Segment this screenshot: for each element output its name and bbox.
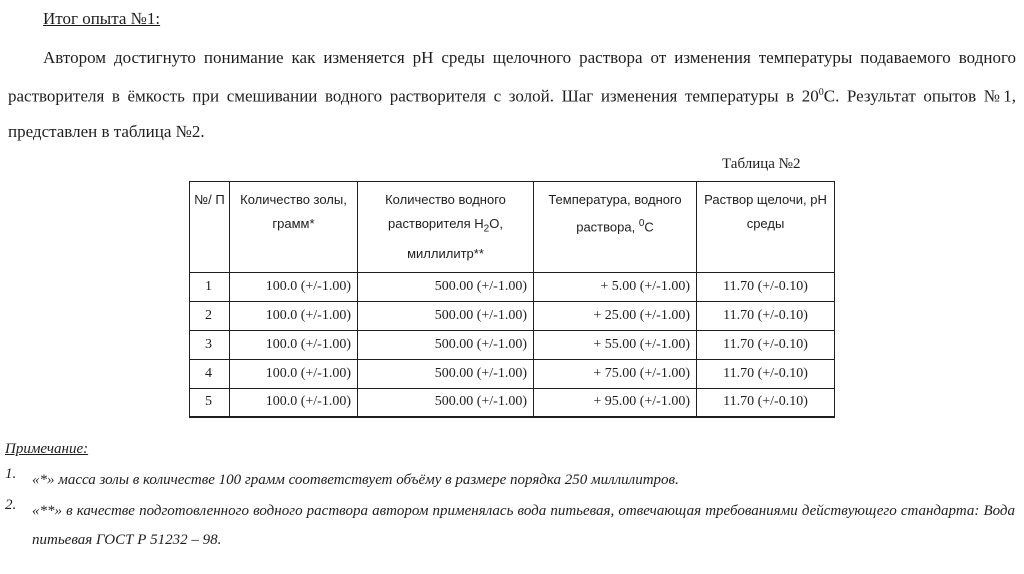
cell-ash: 100.0 (+/-1.00) [230,330,358,359]
section-heading: Итог опыта №1: [43,9,161,28]
intro-paragraph [8,40,1016,149]
cell-ph: 11.70 (+/-0.10) [697,330,835,359]
table-row [190,359,835,388]
table-header-row [190,182,835,273]
header-temperature-unit: С [644,219,654,235]
note-text: «*» масса золы в количестве 100 грамм соответствует объёму в размере порядка 250 миллилитров. [32,472,679,488]
cell-temperature: + 55.00 (+/-1.00) [534,330,697,359]
notes-title: Примечание: [5,441,89,457]
cell-number: 4 [190,359,230,388]
cell-ash: 100.0 (+/-1.00) [230,359,358,388]
table-row [190,301,835,330]
cell-water: 500.00 (+/-1.00) [358,272,534,301]
cell-ash: 100.0 (+/-1.00) [230,388,358,417]
cell-ash: 100.0 (+/-1.00) [230,272,358,301]
cell-ph: 11.70 (+/-0.10) [697,359,835,388]
header-temperature-sup: 0 [638,218,645,229]
cell-temperature: + 75.00 (+/-1.00) [534,359,697,388]
note-text: «**» в качестве подготовленного водного раствора автором применялась вода питьевая, отвечающая требованиями действующего стандарта: Вода питьевая ГОСТ Р 51232 – 98. [32,503,1015,548]
table-row [190,272,835,301]
header-ph: Раствор щелочи, pH среды [697,182,835,273]
header-temperature [534,182,697,273]
cell-number: 1 [190,272,230,301]
paragraph-text-start: Автором достигнуто понимание как изменяется pH среды щелочного раствора от изменения температуры подаваемого водного растворителя в ёмкость при смешивании водного растворителя с золой. Шаг изменения температуры в 20 [8,48,1016,106]
cell-number: 3 [190,330,230,359]
results-table [189,181,835,418]
cell-ph: 11.70 (+/-0.10) [697,388,835,417]
table-row [190,330,835,359]
note-item [5,497,1015,555]
header-ash-amount: Количество золы, грамм* [230,182,358,273]
cell-water: 500.00 (+/-1.00) [358,359,534,388]
header-temperature-text: Температура, водного раствора, [548,192,682,235]
cell-water: 500.00 (+/-1.00) [358,301,534,330]
cell-number: 5 [190,388,230,417]
paragraph-text-end: С. Результат опытов №1, представлен в таблица №2. [8,86,1016,141]
header-number: №/ П [190,182,230,273]
table-row [190,388,835,417]
cell-ash: 100.0 (+/-1.00) [230,301,358,330]
cell-temperature: + 5.00 (+/-1.00) [534,272,697,301]
cell-temperature: + 25.00 (+/-1.00) [534,301,697,330]
note-index: 1. [5,466,17,482]
degree-superscript: 0 [818,87,824,98]
cell-number: 2 [190,301,230,330]
header-water-subscript: 2 [483,223,490,235]
header-water-amount [358,182,534,273]
cell-temperature: + 95.00 (+/-1.00) [534,388,697,417]
table-caption: Таблица №2 [722,156,801,172]
note-index: 2. [5,497,17,513]
header-water-text-end: O, миллилитр** [407,216,503,261]
note-item [5,466,1015,495]
cell-ph: 11.70 (+/-0.10) [697,301,835,330]
cell-water: 500.00 (+/-1.00) [358,388,534,417]
cell-ph: 11.70 (+/-0.10) [697,272,835,301]
header-water-text: Количество водного растворителя H [385,192,506,231]
cell-water: 500.00 (+/-1.00) [358,330,534,359]
